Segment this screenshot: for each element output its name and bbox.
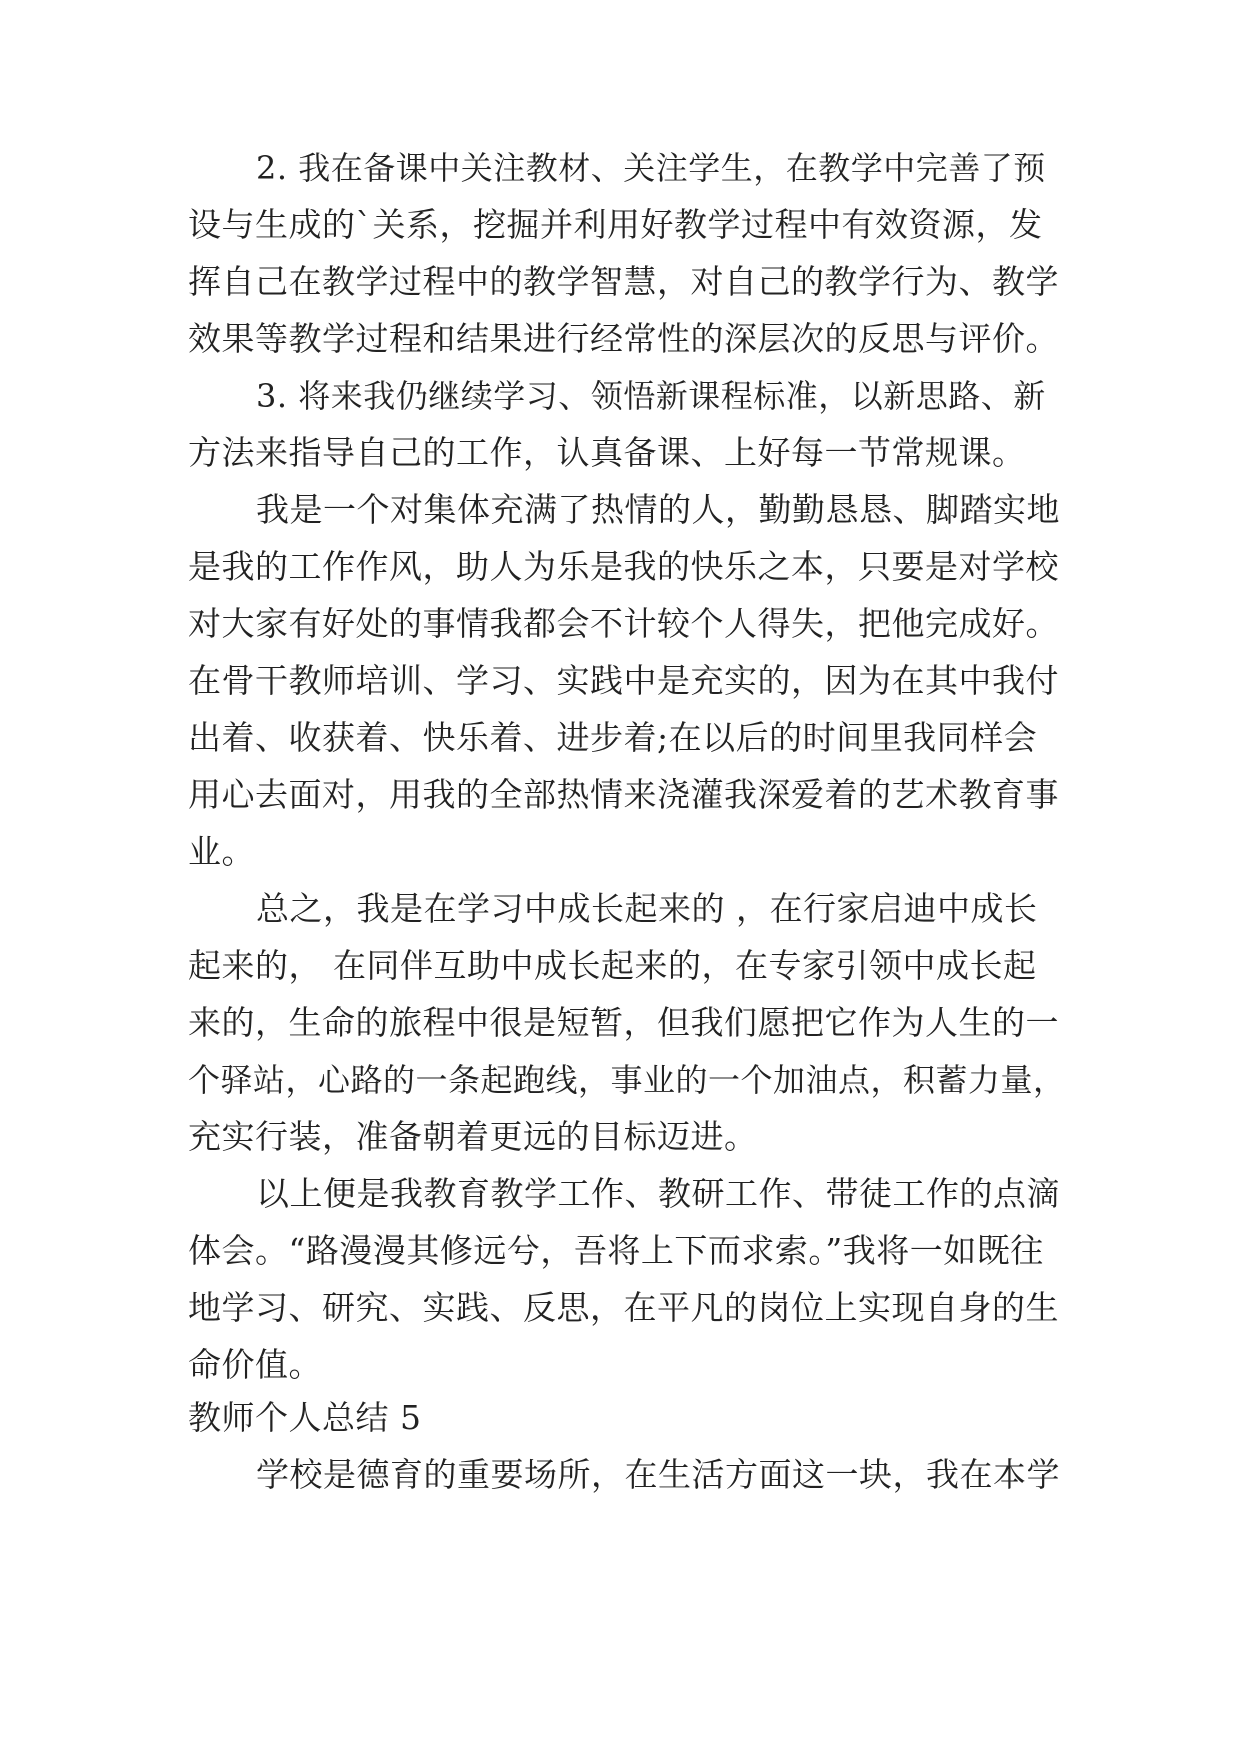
text-line: 在骨干教师培训、学习、实践中是充实的，因为在其中我付 — [188, 661, 1059, 700]
section-heading: 教师个人总结 5 — [188, 1398, 422, 1437]
text-line: 命价值。 — [188, 1345, 322, 1384]
text-line: 以上便是我教育教学工作、教研工作、带徒工作的点滴 — [256, 1174, 1060, 1213]
text-line: 2. 我在备课中关注教材、关注学生，在教学中完善了预 — [256, 149, 1046, 187]
text-line: 总之，我是在学习中成长起来的 ，在行家启迪中成长 — [256, 889, 1038, 928]
text-line: 挥自己在教学过程中的教学智慧，对自己的教学行为、教学 — [188, 262, 1059, 301]
text-line: 学校是德育的重要场所，在生活方面这一块，我在本学 — [256, 1455, 1060, 1494]
text-line: 我是一个对集体充满了热情的人，勤勤恳恳、脚踏实地 — [256, 490, 1060, 529]
text-line: 方法来指导自己的工作，认真备课、上好每一节常规课。 — [188, 433, 1026, 472]
text-line: 设与生成的`关系，挖掘并利用好教学过程中有效资源，发 — [188, 205, 1043, 244]
text-line: 用心去面对，用我的全部热情来浇灌我深爱着的艺术教育事 — [188, 775, 1059, 814]
text-line: 出着、收获着、快乐着、进步着;在以后的时间里我同样会 — [188, 718, 1038, 757]
text-line: 体会。“路漫漫其修远兮，吾将上下而求索。”我将一如既往 — [188, 1231, 1044, 1270]
text-line: 个驿站，心路的一条起跑线，事业的一个加油点，积蓄力量， — [188, 1061, 1066, 1099]
text-line: 业。 — [188, 832, 255, 871]
text-line: 效果等教学过程和结果进行经常性的深层次的反思与评价。 — [188, 319, 1059, 358]
text-line: 是我的工作作风，助人为乐是我的快乐之本，只要是对学校 — [188, 547, 1059, 586]
text-line: 地学习、研究、实践、反思，在平凡的岗位上实现自身的生 — [188, 1288, 1059, 1327]
text-line: 充实行装，准备朝着更远的目标迈进。 — [188, 1117, 758, 1156]
text-line: 3. 将来我仍继续学习、领悟新课程标准，以新思路、新 — [256, 377, 1046, 415]
text-line: 来的，生命的旅程中很是短暂，但我们愿把它作为人生的一 — [188, 1003, 1059, 1042]
text-line: 起来的， 在同伴互助中成长起来的，在专家引领中成长起 — [188, 946, 1037, 985]
text-line: 对大家有好处的事情我都会不计较个人得失，把他完成好。 — [188, 604, 1059, 643]
